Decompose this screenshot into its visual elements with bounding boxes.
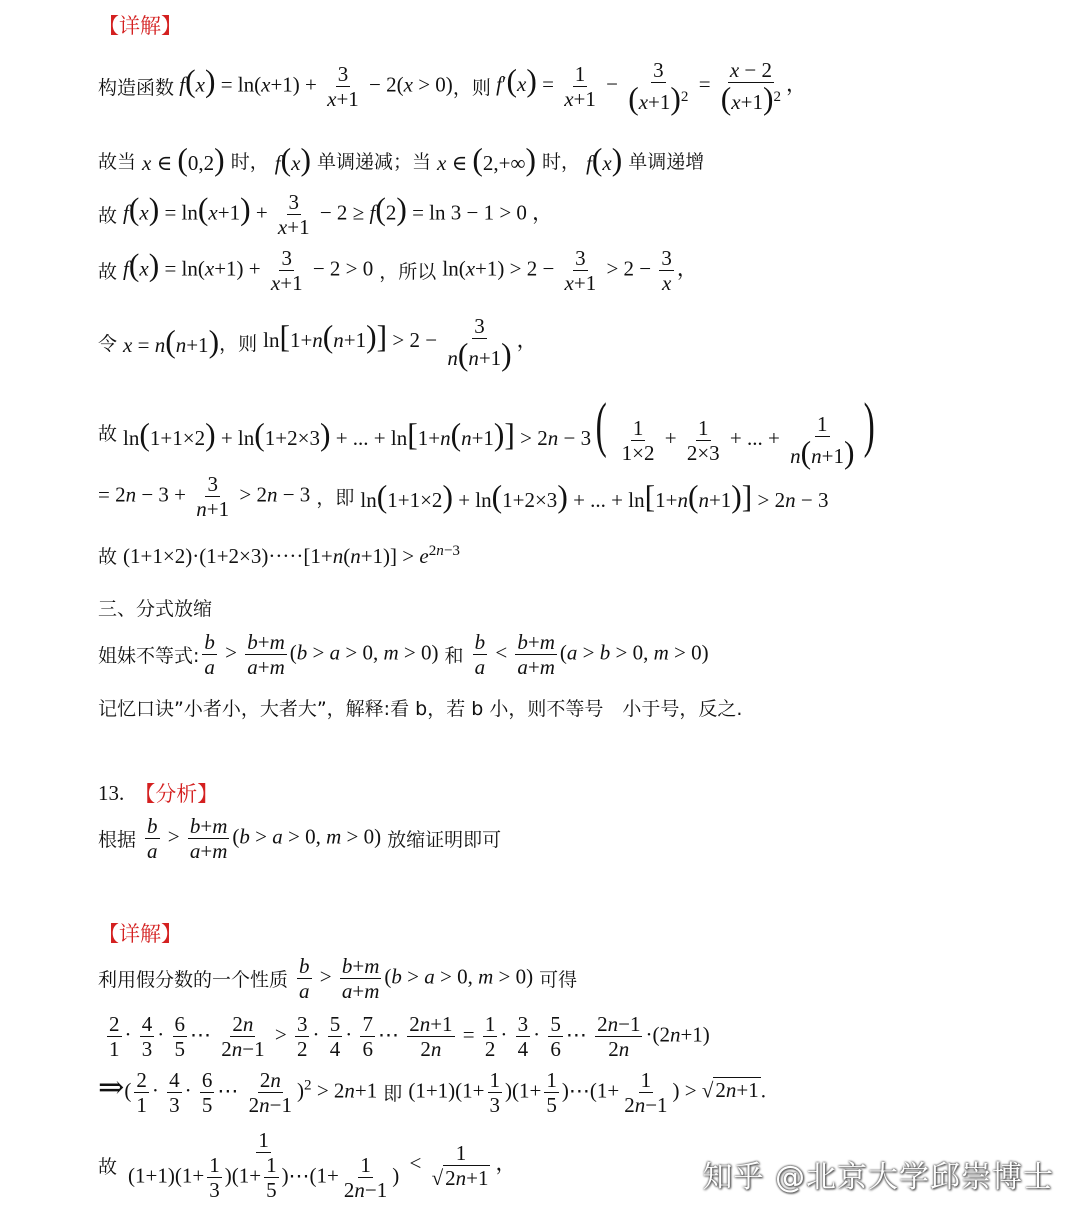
detail-line-3: ⇒( $\frac{2}{1}$ · $\frac{4}{3}$ · $\frac{6}{5}$ ⋯ $\frac{2n}{2n-1}$ )$^2$ > 2n+1 即 (1+1)(1+ $\frac{1}{3}$ )(1+ $\frac{1}{5}$ )⋯(1+ $\frac{1}{2n-1}$ ) > √2n+1. xyxy=(98,1068,767,1118)
detail-line-1: 利用假分数的一个性质 $\frac{b}{a}$ > $\frac{b+m}{a+m}$ (b > a > 0, m > 0) 可得 xyxy=(98,954,578,1004)
l1-text-b: ，则 xyxy=(452,76,491,99)
watermark xyxy=(702,1152,1054,1196)
section-heading-3 xyxy=(98,594,212,621)
detail-tag-1-text: 【详解】 xyxy=(98,14,182,38)
detail-tag-2 xyxy=(98,918,182,948)
section-heading-3-text: 三、分式放缩 xyxy=(98,598,213,620)
derivation-line-4: 故 f(x) = ln(x+1) + $\frac{3}{x+1}$ − 2 > 0 ，所以 ln(x+1) > 2 − $\frac{3}{x+1}$ > 2 − $\frac{3}{x}$ ， xyxy=(98,246,698,296)
mnemonic-text: 记忆口诀”小者小，大者大”，解释:看 b，若 b 小，则不等号 小于号，反之. xyxy=(98,698,743,720)
question-number: 13. xyxy=(98,780,125,805)
analysis-line: 根据 $\frac{b}{a}$ > $\frac{b+m}{a+m}$ (b > a > 0, m > 0) 放缩证明即可 xyxy=(98,814,502,864)
detail-tag-1 xyxy=(98,10,182,40)
watermark-text: 知乎 @北京大学邱崇博士 xyxy=(702,1160,1054,1195)
detail-tag-2-text: 【详解】 xyxy=(98,922,182,946)
derivation-line-5: 令 x = n(n+1) ，则 ln[1+n(n+1)] > 2 − $\frac{3}{n(n+1)}$ ， xyxy=(98,314,538,373)
derivation-line-3: 故 f(x) = ln(x+1) + $\frac{3}{x+1}$ − 2 ≥ f(2) = ln 3 − 1 > 0 ， xyxy=(98,190,554,240)
analysis-tag: 【分析】 xyxy=(134,782,219,806)
l1-text-a: 构造函数 xyxy=(98,76,175,99)
derivation-line-6: 故 ln(1+1×2) + ln(1+2×3) + ... + ln[1+n(n+1)] > 2n − 3( $\frac{1}{1\times 2}$ + $\frac{1}{2\times 3}$ + ... + $\frac{1}{n(n+1)}$ ) xyxy=(98,392,876,471)
derivation-line-1: 构造函数 f(x) = ln(x+1) + $\frac{3}{x+1}$ − 2(x > 0) ，则 f′(x) = $\frac{1}{x+1}$ − $\frac{3}{(x+1)^2}$ = $\frac{x - 2}{(x+1)^2}$ ， xyxy=(98,58,808,117)
detail-line-2: $\frac{2}{1}$ · $\frac{4}{3}$ · $\frac{6}{5}$ ⋯ $\frac{2n}{2n-1}$ > $\frac{3}{2}$ · $\frac{5}{4}$ · $\frac{7}{6}$ ⋯ $\frac{2n+1}{2n}$ = $\frac{1}{2}$ · $\frac{3}{4}$ · $\frac{5}{6}$ ⋯ $\frac{2n-1}{2n}$ ·(2n+1) xyxy=(109,1012,710,1062)
mnemonic-line xyxy=(98,694,742,721)
derivation-line-2: 故当 x ∈ (0,2) 时， f(x) 单调递减；当 x ∈ (2,+∞) 时， f(x) 单调递增 xyxy=(98,142,705,177)
sister-inequality-line: 姐妹不等式: $\frac{b}{a}$ > $\frac{b+m}{a+m}$ (b > a > 0, m > 0) 和 $\frac{b}{a}$ < $\frac{b+m}{a+m}$ (a > b > 0, m > 0) xyxy=(98,630,709,680)
question-13-analysis-header xyxy=(98,778,218,808)
derivation-line-8: 故 $(1+1\times 2)\cdot(1+2\times 3)\cdot\cdot\cdot\cdot\cdot[1+n(n+1)] > e^{2n-3}$ xyxy=(98,542,460,568)
detail-line-4: 故 1 (1+1)(1+ $\frac{1}{3}$ )(1+ $\frac{1}{5}$ )⋯(1+ $\frac{1}{2n-1}$ ) < $\frac{1}{√2n+1}$ ， xyxy=(98,1128,517,1203)
derivation-line-7: = 2n − 3 + $\frac{3}{n+1}$ > 2n − 3 ，即 ln(1+1×2) + ln(1+2×3) + ... + ln[1+n(n+1)] > 2n − 3 xyxy=(98,472,829,522)
